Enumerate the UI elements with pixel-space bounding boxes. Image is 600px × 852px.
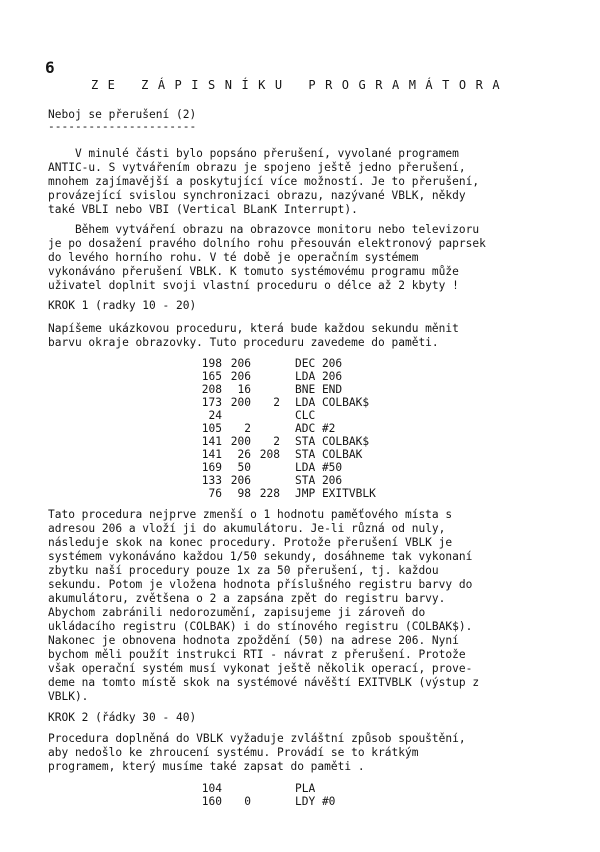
code-instruction: JMP EXITVBLK [295, 487, 376, 500]
code-listing-row [0, 487, 600, 500]
code-listing-row [0, 782, 600, 795]
paragraph-line: Tato procedura nejprve zmenší o 1 hodnotu paměťového místa s [48, 508, 453, 521]
paragraph-line: deme na tomto místě skok na systémové návěští EXITVBLK (výstup z [48, 676, 480, 689]
code-listing-row [0, 383, 600, 396]
code-byte: 133 [201, 474, 222, 487]
code-listing-row [0, 409, 600, 422]
paragraph-line: ANTIC-u. S vytvářením obrazu je spojeno ještě jedno přerušení, [48, 161, 466, 174]
code-byte: 2 [273, 396, 280, 409]
paragraph-line: však operační systém musí vykonat ještě několik operací, prove- [48, 662, 473, 675]
code-instruction: STA COLBAK$ [295, 435, 370, 448]
paragraph-line: bychom měli použít instrukci RTI - návrat z přerušení. Protože [48, 648, 466, 661]
code-listing-row [0, 474, 600, 487]
code-byte: 160 [201, 795, 222, 808]
code-byte: 2 [273, 435, 280, 448]
paragraph-line: Procedura doplněná do VBLK vyžaduje zvláštní způsob spouštění, [48, 732, 466, 745]
code-listing-row [0, 448, 600, 461]
paragraph-line: VBLK). [48, 690, 89, 703]
krok-heading: KROK 1 (radky 10 - 20) [48, 299, 197, 312]
paragraph-line: Během vytváření obrazu na obrazovce monitoru nebo televizoru [48, 223, 480, 236]
code-byte: 24 [208, 409, 222, 422]
code-instruction: LDA 206 [295, 370, 343, 383]
paragraph-line: do levého horního rohu. V té době je operačním systémem [48, 251, 419, 264]
paragraph-line: následuje skok na konec procedury. Protože přerušení VBLK je [48, 536, 453, 549]
code-instruction: STA 206 [295, 474, 343, 487]
paragraph-line: sekundu. Potom je vložena hodnota příslušného registru barvy do [48, 578, 473, 591]
code-instruction: DEC 206 [295, 357, 343, 370]
code-byte: 16 [237, 383, 251, 396]
code-byte: 206 [230, 370, 251, 383]
paragraph-line: zbytku naší procedury pouze 1x za 50 přerušení, tj. každou [48, 564, 439, 577]
code-byte: 165 [201, 370, 222, 383]
paragraph-line: systémem vykonáváno každou 1/50 sekundy, dosáhneme tak vykonaní [48, 550, 473, 563]
code-instruction: PLA [295, 782, 316, 795]
paragraph-line: barvu okraje obrazovky. Tuto proceduru zavedeme do paměti. [48, 336, 439, 349]
code-instruction: BNE END [295, 383, 343, 396]
paragraph-line: je po dosažení pravého dolního rohu přesouván elektronový paprsek [48, 237, 486, 250]
code-listing-row [0, 357, 600, 370]
code-byte: 105 [201, 422, 222, 435]
code-byte: 200 [230, 396, 251, 409]
code-byte: 98 [237, 487, 251, 500]
paragraph-line: aby nedošlo ke zhroucení systému. Provádí se to krátkým [48, 746, 419, 759]
code-byte: 141 [201, 448, 222, 461]
section-heading-rule: ---------------------- [48, 120, 197, 133]
code-byte: 200 [230, 435, 251, 448]
paragraph-line: Napíšeme ukázkovou proceduru, která bude každou sekundu měnit [48, 322, 459, 335]
code-instruction: LDY #0 [295, 795, 336, 808]
paragraph-line: mnohem zajímavější a poskytující více možností. Je to přerušení, [48, 175, 480, 188]
paragraph-line: V minulé části bylo popsáno přerušení, vyvolané programem [48, 147, 459, 160]
code-byte: 206 [230, 474, 251, 487]
page-title: ZE ZÁPISNÍKU PROGRAMÁTORA [90, 78, 510, 92]
code-byte: 169 [201, 461, 222, 474]
page-number: 6 [45, 58, 55, 77]
code-byte: 228 [259, 487, 280, 500]
code-byte: 104 [201, 782, 222, 795]
code-listing-row [0, 461, 600, 474]
code-listing-row [0, 422, 600, 435]
code-byte: 50 [237, 461, 251, 474]
code-byte: 2 [244, 422, 251, 435]
code-instruction: STA COLBAK [295, 448, 363, 461]
code-byte: 141 [201, 435, 222, 448]
code-byte: 76 [208, 487, 222, 500]
code-instruction: ADC #2 [295, 422, 336, 435]
code-listing-row [0, 435, 600, 448]
paragraph-line: vykonáváno přerušení VBLK. K tomuto systémovému programu může [48, 265, 459, 278]
code-listing-row [0, 370, 600, 383]
section-heading: Neboj se přerušení (2) [48, 108, 197, 121]
code-byte: 208 [201, 383, 222, 396]
code-byte: 206 [230, 357, 251, 370]
code-listing-row [0, 795, 600, 808]
paragraph-line: také VBLI nebo VBI (Vertical BLanK Interrupt). [48, 203, 358, 216]
code-byte: 173 [201, 396, 222, 409]
paragraph-line: Abychom zabránili nedorozumění, zapisujeme ji zároveň do [48, 606, 426, 619]
code-byte: 198 [201, 357, 222, 370]
paragraph-line: Nakonec je obnovena hodnota zpoždění (50) na adrese 206. Nyní [48, 634, 459, 647]
code-instruction: LDA #50 [295, 461, 343, 474]
paragraph-line: uživatel doplnit svoji vlastní proceduru o délce až 2 kbyty ! [48, 279, 459, 292]
code-listing-row [0, 396, 600, 409]
krok-heading: KROK 2 (řádky 30 - 40) [48, 711, 197, 724]
code-byte: 26 [237, 448, 251, 461]
paragraph-line: akumulátoru, zvětšena o 2 a zapsána zpět do registru barvy. [48, 592, 446, 605]
paragraph-line: adresou 206 a vloží ji do akumulátoru. Je-li různá od nuly, [48, 522, 446, 535]
code-instruction: CLC [295, 409, 316, 422]
paragraph-line: provázející svislou synchronizaci obrazu, nazývané VBLK, někdy [48, 189, 466, 202]
paragraph-line: ukládacího registru (COLBAK) i do stínového registru (COLBAK$). [48, 620, 473, 633]
paragraph-line: programem, který musíme také zapsat do paměti . [48, 760, 365, 773]
code-byte: 208 [259, 448, 280, 461]
code-byte: 0 [244, 795, 251, 808]
code-instruction: LDA COLBAK$ [295, 396, 370, 409]
